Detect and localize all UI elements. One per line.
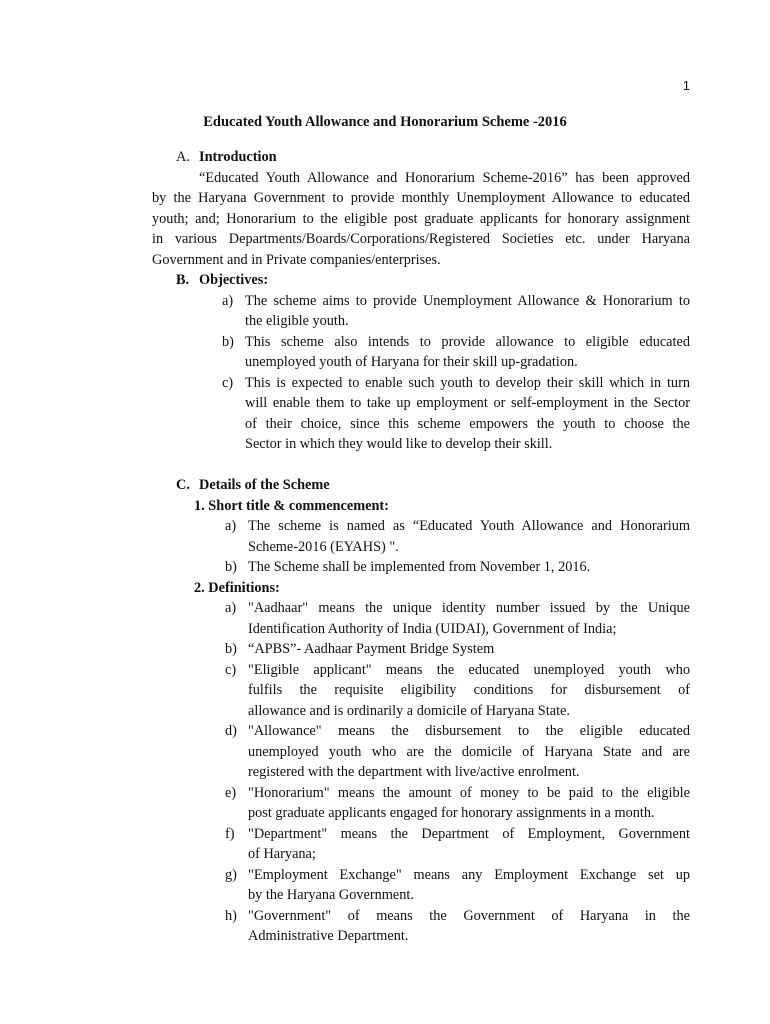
definition-marker: f) bbox=[225, 826, 235, 842]
definition-marker: c) bbox=[225, 662, 237, 678]
intro-line: by the Haryana Government to provide monthly Unemployment Allowance to educated bbox=[152, 190, 690, 206]
subsection-heading: 1. Short title & commencement: bbox=[194, 498, 389, 514]
definition-marker: d) bbox=[225, 723, 237, 739]
objective-marker: c) bbox=[222, 375, 234, 391]
definition-line: "Honorarium" means the amount of money to be paid to the eligible bbox=[248, 785, 690, 801]
definition-line: "Employment Exchange" means any Employment Exchange set up bbox=[248, 867, 690, 883]
definition-line: Administrative Department. bbox=[248, 928, 409, 944]
title-item-line: The scheme is named as “Educated Youth Allowance and Honorarium bbox=[248, 518, 690, 534]
definition-line: allowance and is ordinarily a domicile of Haryana State. bbox=[248, 703, 570, 719]
definition-line: post graduate applicants engaged for honorary assignments in a month. bbox=[248, 805, 655, 821]
section-a-heading: Introduction bbox=[199, 149, 277, 165]
objective-line: of their choice, since this scheme empowers the youth to choose the bbox=[245, 416, 690, 432]
intro-line: Government and in Private companies/enterprises. bbox=[152, 252, 441, 268]
title-item-marker: a) bbox=[225, 518, 237, 534]
definition-marker: g) bbox=[225, 867, 237, 883]
section-b-marker: B. bbox=[176, 272, 190, 288]
definition-line: registered with the department with live/active enrolment. bbox=[248, 764, 580, 780]
definition-line: "Government" of means the Government of Haryana in the bbox=[248, 908, 690, 924]
definition-line: of Haryana; bbox=[248, 846, 316, 862]
definition-line: unemployed youth who are the domicile of Haryana State and are bbox=[248, 744, 690, 760]
section-a-marker: A. bbox=[176, 149, 190, 165]
definition-marker: b) bbox=[225, 641, 237, 657]
objective-line: will enable them to take up employment or self-employment in the Sector bbox=[245, 395, 690, 411]
definition-line: "Allowance" means the disbursement to the eligible educated bbox=[248, 723, 690, 739]
definition-line: "Aadhaar" means the unique identity number issued by the Unique bbox=[248, 600, 690, 616]
title-item-line: Scheme-2016 (EYAHS) ". bbox=[248, 539, 399, 555]
definition-line: "Eligible applicant" means the educated unemployed youth who bbox=[248, 662, 690, 678]
definition-line: "Department" means the Department of Employment, Government bbox=[248, 826, 690, 842]
section-c-heading: Details of the Scheme bbox=[199, 477, 330, 493]
definition-marker: h) bbox=[225, 908, 237, 924]
definition-line: by the Haryana Government. bbox=[248, 887, 414, 903]
objective-line: The scheme aims to provide Unemployment Allowance & Honorarium to bbox=[245, 293, 690, 309]
objective-line: This is expected to enable such youth to develop their skill which in turn bbox=[245, 375, 690, 391]
document-title: Educated Youth Allowance and Honorarium Scheme -2016 bbox=[203, 114, 567, 130]
definition-line: “APBS”- Aadhaar Payment Bridge System bbox=[248, 641, 495, 657]
objective-line: This scheme also intends to provide allowance to eligible educated bbox=[245, 334, 690, 350]
intro-line: youth; and; Honorarium to the eligible post graduate applicants for honorary assignment bbox=[152, 211, 690, 227]
definition-marker: e) bbox=[225, 785, 237, 801]
definition-line: fulfils the requisite eligibility conditions for disbursement of bbox=[248, 682, 690, 698]
objective-marker: a) bbox=[222, 293, 234, 309]
objective-line: unemployed youth of Haryana for their skill up-gradation. bbox=[245, 354, 578, 370]
title-item-line: The Scheme shall be implemented from November 1, 2016. bbox=[248, 559, 591, 575]
definition-line: Identification Authority of India (UIDAI), Government of India; bbox=[248, 621, 617, 637]
intro-line: in various Departments/Boards/Corporations/Registered Societies etc. under Haryana bbox=[152, 231, 690, 247]
objective-line: Sector in which they would like to develop their skill. bbox=[245, 436, 553, 452]
section-c-marker: C. bbox=[176, 477, 190, 493]
objective-line: the eligible youth. bbox=[245, 313, 349, 329]
intro-line: “Educated Youth Allowance and Honorarium Scheme-2016” has been approved bbox=[199, 170, 690, 186]
title-item-marker: b) bbox=[225, 559, 237, 575]
objective-marker: b) bbox=[222, 334, 234, 350]
definition-marker: a) bbox=[225, 600, 237, 616]
page-number: 1 bbox=[682, 78, 690, 93]
subsection-heading: 2. Definitions: bbox=[194, 580, 280, 596]
section-b-heading: Objectives: bbox=[199, 272, 269, 288]
